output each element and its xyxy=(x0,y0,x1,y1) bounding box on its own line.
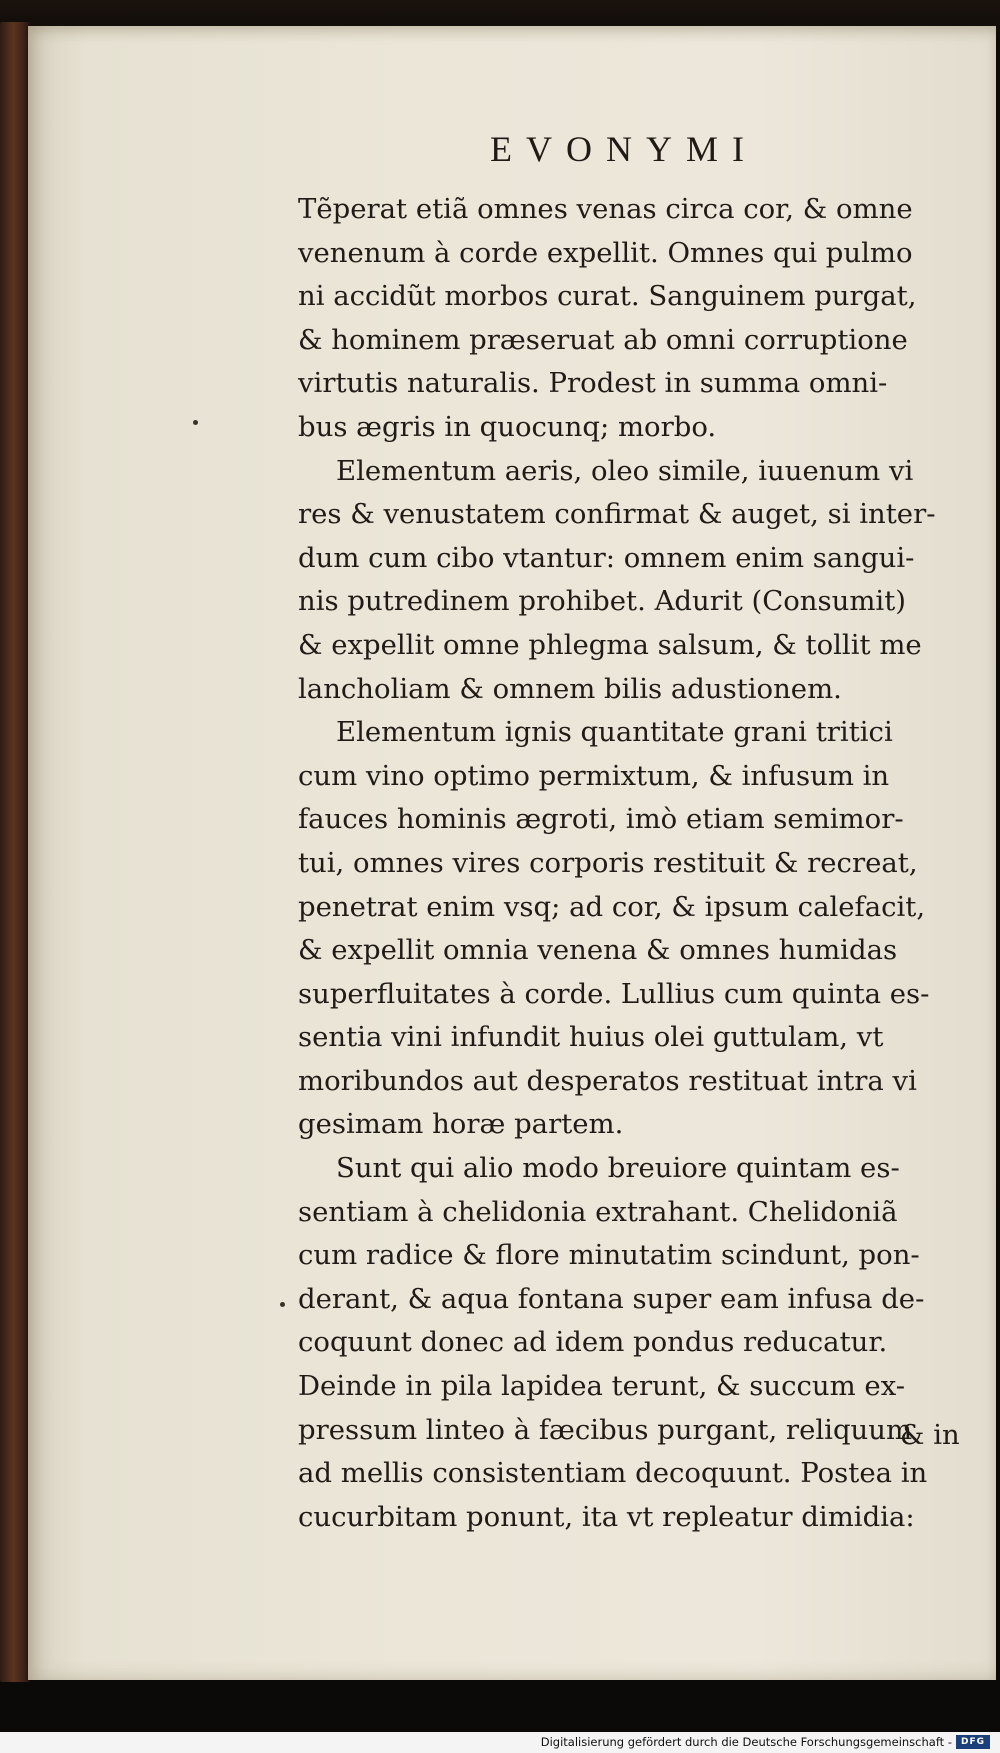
text-line: moribundos aut desperatos restituat intra vi xyxy=(298,1064,917,1097)
text-line: superfluitates à corde. Lullius cum quinta es- xyxy=(298,977,930,1010)
text-line: venenum à corde expellit. Omnes qui pulmo xyxy=(298,236,913,269)
text-line: Tẽperat etiã omnes venas circa cor, & omne xyxy=(298,193,913,225)
text-line-indented: Elementum aeris, oleo simile, iuuenum vi xyxy=(336,454,914,487)
text-line: gesimam horæ partem. xyxy=(298,1108,624,1141)
text-line-indented: Elementum ignis quantitate grani tritici xyxy=(336,716,893,749)
text-line: & hominem præseruat ab omni corruptione xyxy=(298,323,908,356)
text-line: sentiam à chelidonia extrahant. Chelidoniã xyxy=(298,1195,898,1228)
ink-speck xyxy=(193,420,198,425)
text-line: lancholiam & omnem bilis adustionem. xyxy=(298,672,842,705)
text-line: sentia vini infundit huius olei guttulam, vt xyxy=(298,1021,884,1054)
text-line: & expellit omnia venena & omnes humidas xyxy=(298,934,898,967)
text-line: res & venustatem confirmat & auget, si inter- xyxy=(298,498,936,531)
text-line: virtutis naturalis. Prodest in summa omni- xyxy=(298,367,888,400)
dfg-logo: DFG xyxy=(956,1735,990,1749)
text-line: pressum linteo à fæcibus purgant, reliquum xyxy=(298,1413,913,1446)
text-line: cum vino optimo permixtum, & infusum in xyxy=(298,759,890,792)
running-head: EVONYMI xyxy=(490,129,758,169)
text-line: fauces hominis ægroti, imò etiam semimor- xyxy=(298,803,904,836)
ink-speck xyxy=(280,1302,285,1307)
text-line: cum radice & flore minutatim scindunt, pon- xyxy=(298,1239,920,1272)
text-line: dum cum cibo vtantur: omnem enim sangui- xyxy=(298,541,915,574)
text-line-indented: Sunt qui alio modo breuiore quintam es- xyxy=(336,1152,900,1185)
book-spine-edge xyxy=(0,22,30,1682)
text-line: ad mellis consistentiam decoquunt. Postea in xyxy=(298,1457,928,1490)
text-line: Deinde in pila lapidea terunt, & succum ex- xyxy=(298,1370,906,1403)
text-line: cucurbitam ponunt, ita vt repleatur dimidia: xyxy=(298,1500,915,1533)
text-line: coquunt donec ad idem pondus reducatur. xyxy=(298,1326,888,1359)
text-line: derant, & aqua fontana super eam infusa de- xyxy=(298,1282,925,1315)
text-line: tui, omnes vires corporis restituit & recreat, xyxy=(298,846,918,879)
text-line: penetrat enim vsq; ad cor, & ipsum calefacit, xyxy=(298,890,926,923)
text-line: nis putredinem prohibet. Adurit (Consumit) xyxy=(298,585,906,618)
funding-credit: Digitalisierung gefördert durch die Deutsche Forschungsgemeinschaft - xyxy=(540,1735,952,1749)
body-text xyxy=(298,188,970,1539)
text-line: bus ægris in quocunq; morbo. xyxy=(298,410,717,443)
text-line: ni accidũt morbos curat. Sanguinem purgat, xyxy=(298,280,917,313)
text-line: & expellit omne phlegma salsum, & tollit me xyxy=(298,628,922,661)
catchword: & in xyxy=(900,1419,960,1451)
